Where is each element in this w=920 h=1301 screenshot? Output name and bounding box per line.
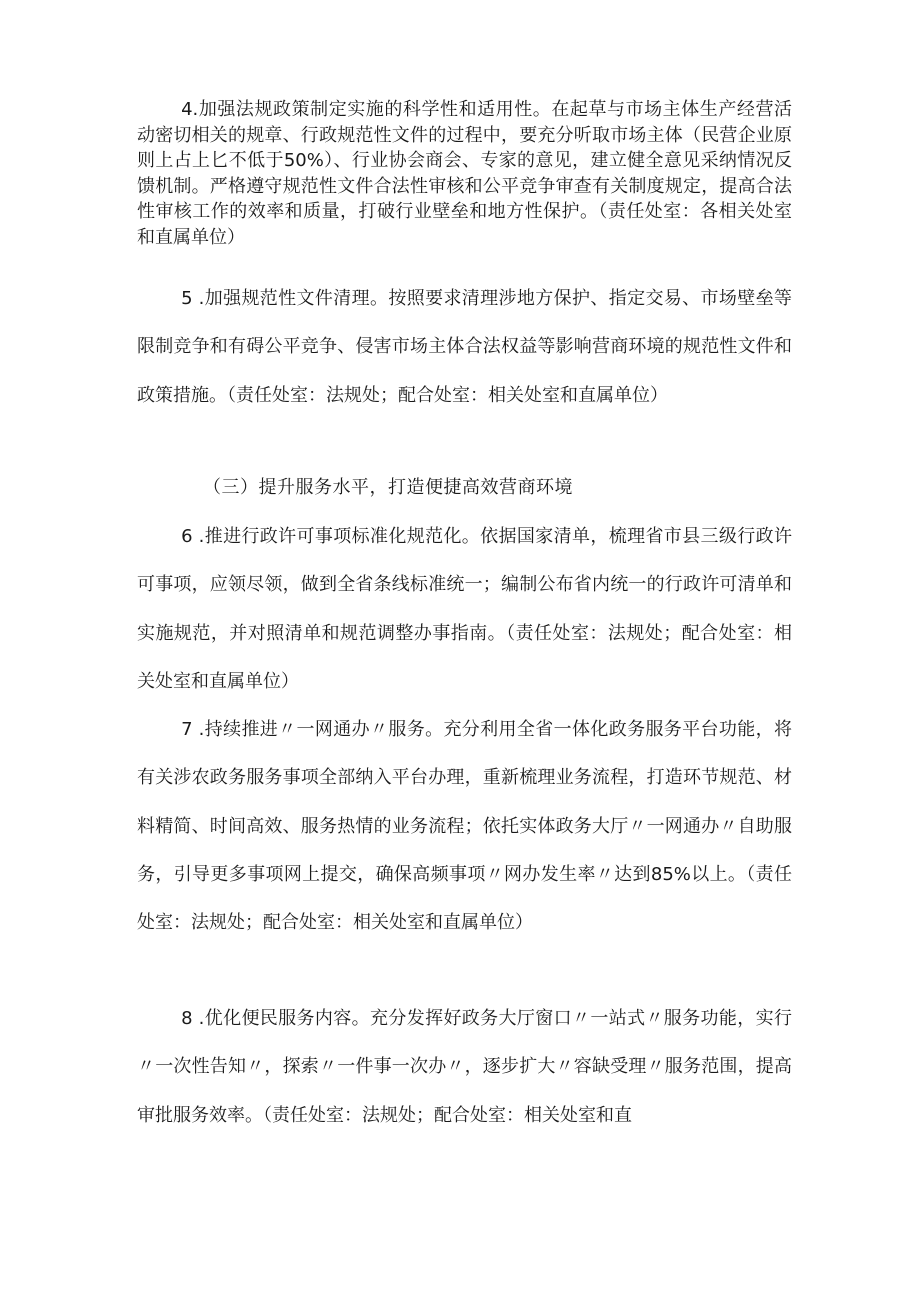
section-heading: （三）提升服务水平，打造便捷高效营商环境 [203, 477, 573, 498]
paragraph-item-5: 5 .加强规范性文件清理。按照要求清理涉地方保护、指定交易、市场壁垒等限制竞争和有碍公平竞争、侵害市场主体合法权益等影响营商环境的规范性文件和政策措施。（责任处室：法规处；配合处室：相关处室和直属单位） [137, 288, 792, 406]
paragraph-item-6: 6 .推进行政许可事项标准化规范化。依据国家清单，梳理省市县三级行政许可事项，应领尽领，做到全省条线标准统一；编制公布省内统一的行政许可清单和实施规范，并对照清单和规范调整办事指南。（责任处室：法规处；配合处室：相关处室和直属单位） [137, 526, 792, 692]
paragraph-item-7: 7 .持续推进〃一网通办〃服务。充分利用全省一体化政务服务平台功能，将有关涉农政务服务事项全部纳入平台办理，重新梳理业务流程，打造环节规范、材料精简、时间高效、服务热情的业务流程；依托实体政务大厅〃一网通办〃自助服务，引导更多事项网上提交，确保高频事项〃网办发生率〃达到85%以上。（责任处室：法规处；配合处室：相关处室和直属单位） [137, 719, 792, 934]
paragraph-item-4: 4.加强法规政策制定实施的科学性和适用性。在起草与市场主体生产经营活动密切相关的规章、行政规范性文件的过程中，要充分听取市场主体（民营企业原则上占上匕不低于50%）、行业协会商会、专家的意见，建立健全意见采纳情况反馈机制。严格遵守规范性文件合法性审核和公平竞争审查有关制度规定，提高合法性审核工作的效率和质量，打破行业壁垒和地方性保护。（责任处室：各相关处室和直属单位） [137, 99, 792, 248]
paragraph-item-8: 8 .优化便民服务内容。充分发挥好政务大厅窗口〃一站式〃服务功能，实行〃一次性告知〃，探索〃一件事一次办〃，逐步扩大〃容缺受理〃服务范围，提高审批服务效率。（责任处室：法规处；配合处室：相关处室和直 [137, 1008, 792, 1126]
